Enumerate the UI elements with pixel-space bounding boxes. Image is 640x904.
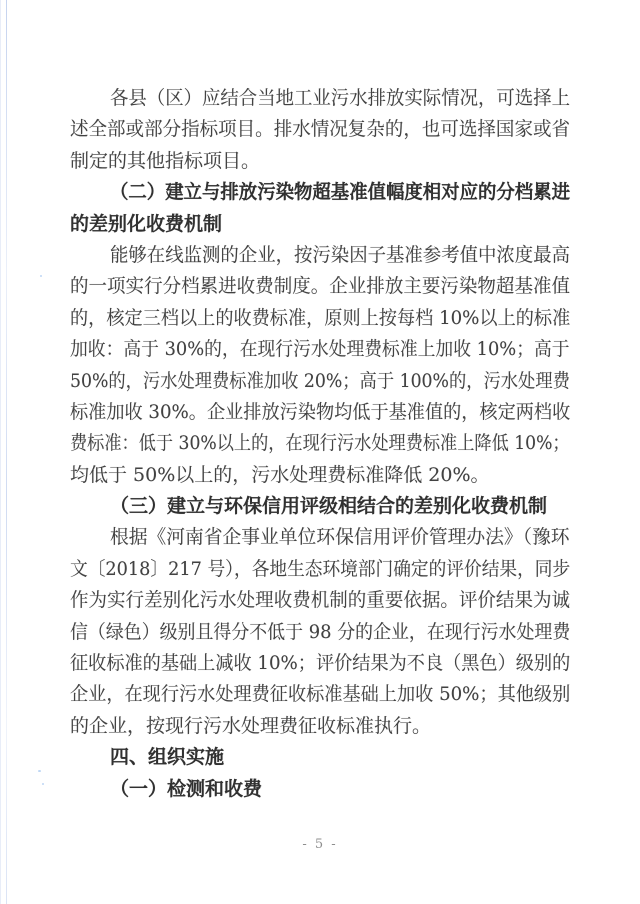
scan-speck — [38, 770, 41, 772]
text-line — [70, 146, 570, 177]
text-line-content: 各县（区）应结合当地工业污水排放实际情况，可选择上 — [110, 87, 571, 109]
text-line-content: 根据《河南省企事业单位环保信用评价管理办法》（豫环 — [110, 526, 570, 549]
text-line — [70, 240, 570, 271]
text-line-content: 述全部或部分指标项目。排水情况复杂的，也可选择国家或省 — [70, 118, 571, 141]
text-line — [70, 397, 570, 428]
document-body — [70, 83, 570, 805]
scan-speck — [42, 783, 44, 785]
text-line-content: 的企业，按现行污水处理费征收标准执行。 — [70, 714, 432, 737]
text-line-content: 信（绿色）级别且得分不低于 98 分的企业，在现行污水处理费 — [70, 620, 571, 643]
text-line — [70, 585, 570, 616]
text-line-content: （一）检测和收费 — [110, 777, 263, 800]
text-line-content: 均低于 50%以上的，污水处理费标准降低 20%。 — [70, 463, 490, 486]
text-line-content: 的差别化收费机制 — [70, 212, 223, 235]
text-line-content: 费标准：低于 30%以上的，在现行污水处理费标准上降低 10%； — [70, 432, 570, 455]
text-line-content: 作为实行差别化污水处理收费机制的重要依据。评价结果为诚 — [70, 589, 571, 612]
text-line — [70, 617, 570, 648]
text-line — [70, 366, 570, 397]
text-line — [70, 648, 570, 679]
scan-edge-outer-artifact — [0, 0, 1, 904]
text-line — [70, 491, 570, 522]
text-line-content: 文〔2018〕217 号），各地生态环境部门确定的评价结果，同步 — [70, 557, 571, 580]
text-line — [70, 177, 570, 208]
text-line-content: 标准加收 30%。企业排放污染物均低于基准值的，核定两档收 — [70, 400, 571, 423]
scan-edge-artifact — [6, 0, 7, 904]
text-line — [70, 271, 570, 302]
text-line-content: （三）建立与环保信用评级相结合的差别化收费机制 — [110, 495, 548, 518]
text-line — [70, 114, 570, 145]
text-line — [70, 83, 570, 114]
scan-speck — [40, 275, 42, 277]
text-line — [70, 774, 570, 805]
text-line-content: 加收：高于 30%的，在现行污水处理费标准上加收 10%；高于 — [70, 338, 570, 361]
text-line-content: 50%的，污水处理费标准加收 20%；高于 100%的，污水处理费 — [70, 369, 570, 392]
text-line-content: 企业，在现行污水处理费征收标准基础上加收 50%；其他级别 — [70, 683, 571, 706]
text-line-content: 征收标准的基础上减收 10%；评价结果为不良（黑色）级别的 — [70, 652, 571, 675]
text-line — [70, 209, 570, 240]
text-line — [70, 334, 570, 365]
text-line — [70, 428, 570, 459]
text-line-content: 能够在线监测的企业，按污染因子基准参考值中浓度最高 — [110, 243, 571, 266]
text-line-content: 制定的其他指标项目。 — [70, 149, 261, 172]
text-line-content: 的，核定三档以上的收费标准，原则上按每档 10%以上的标准 — [70, 306, 571, 329]
text-line — [70, 554, 570, 585]
text-line-content: 四、组织实施 — [110, 746, 225, 769]
text-line — [70, 742, 570, 773]
text-line — [70, 460, 570, 491]
text-line-content: 的一项实行分档累进收费制度。企业排放主要污染物超基准值 — [70, 275, 571, 298]
text-line — [70, 679, 570, 710]
page-number: - 5 - — [302, 837, 338, 852]
text-line-content: （二）建立与排放污染物超基准值幅度相对应的分档累进 — [110, 181, 571, 204]
text-line — [70, 711, 570, 742]
text-line — [70, 522, 570, 553]
text-line — [70, 303, 570, 334]
